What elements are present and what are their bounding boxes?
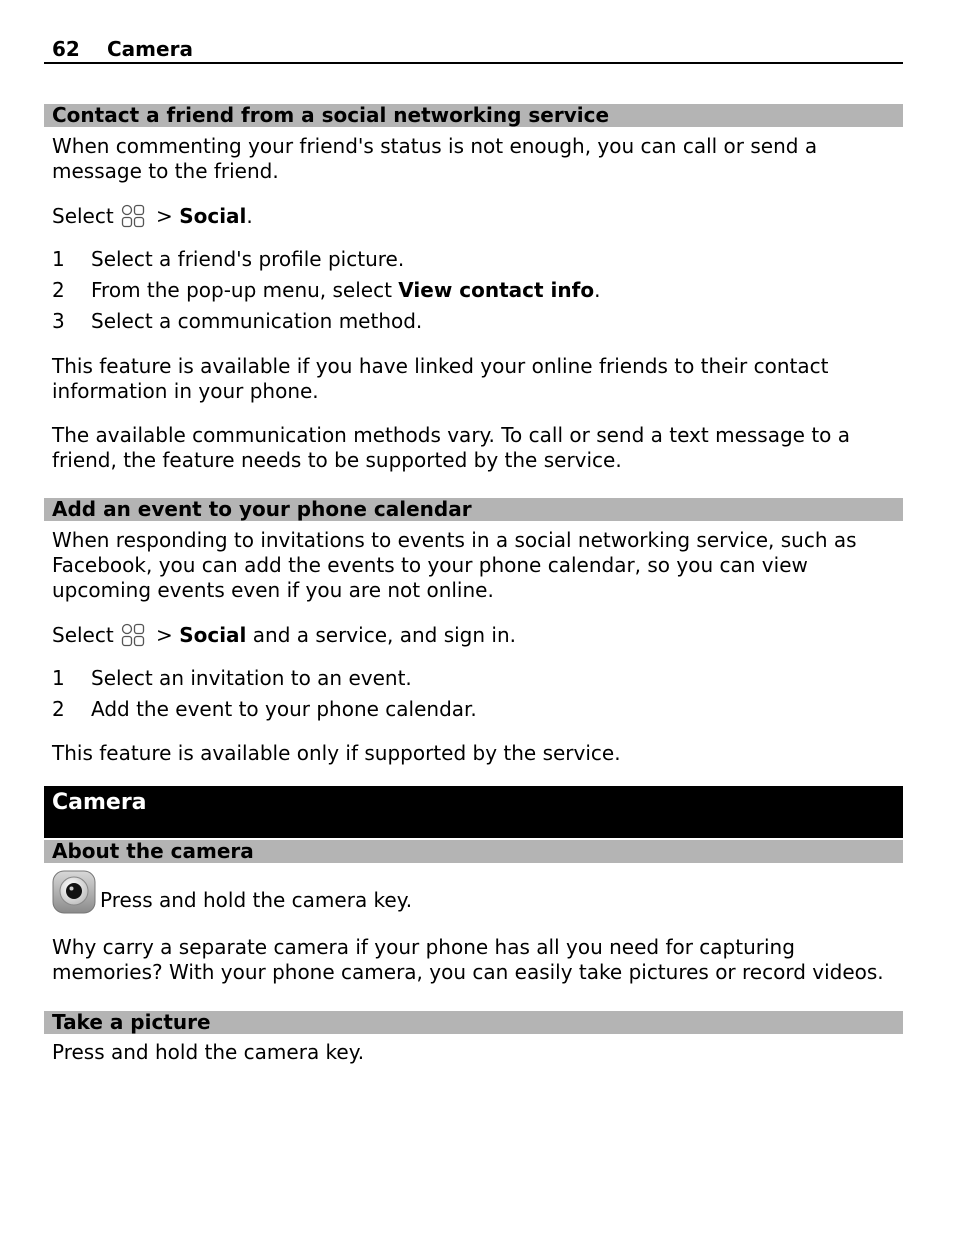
menu-grid-icon [120, 203, 146, 235]
section3-body: Why carry a separate camera if your phone has all you need for capturing memories? With your phone camera, you can easily take pictures or record videos. [52, 935, 884, 984]
view-contact-info-label: View contact info [398, 278, 595, 302]
section-heading-contact-friend: Contact a friend from a social networking service [44, 104, 903, 127]
section1-note-methods: The available communication methods vary. To call or send a text message to a friend, the feature needs to be supported by the service. [52, 423, 851, 472]
section2-note: This feature is available only if supported by the service. [52, 741, 621, 765]
chapter-heading-camera: Camera [44, 786, 903, 838]
section4-body: Press and hold the camera key. [52, 1040, 365, 1064]
section-heading-take-picture: Take a picture [44, 1011, 903, 1034]
menu-grid-icon [120, 622, 146, 654]
section1-intro: When commenting your friend's status is not enough, you can call or send a message to the friend. [52, 134, 818, 183]
section3-icon-line: Press and hold the camera key. [100, 888, 413, 912]
section-heading-add-event: Add an event to your phone calendar [44, 498, 903, 521]
section1-note-linked-friends: This feature is available if you have linked your online friends to their contact information in your phone. [52, 354, 829, 403]
page-header [44, 36, 903, 64]
header-title: Camera [107, 37, 193, 61]
social-menu-label: Social [179, 204, 247, 228]
page-number: 62 [52, 37, 80, 61]
section2-select-line: Select > Social and a service, and sign in. [52, 622, 900, 654]
social-menu-label: Social [179, 623, 247, 647]
section1-select-line: Select > Social. [52, 203, 900, 235]
camera-key-icon [52, 870, 96, 920]
section2-intro: When responding to invitations to events in a social networking service, such as Facebook, you can add the events to your phone calendar, so you can view upcoming events even if you are not online. [52, 528, 857, 602]
section-heading-about-camera: About the camera [44, 840, 903, 863]
